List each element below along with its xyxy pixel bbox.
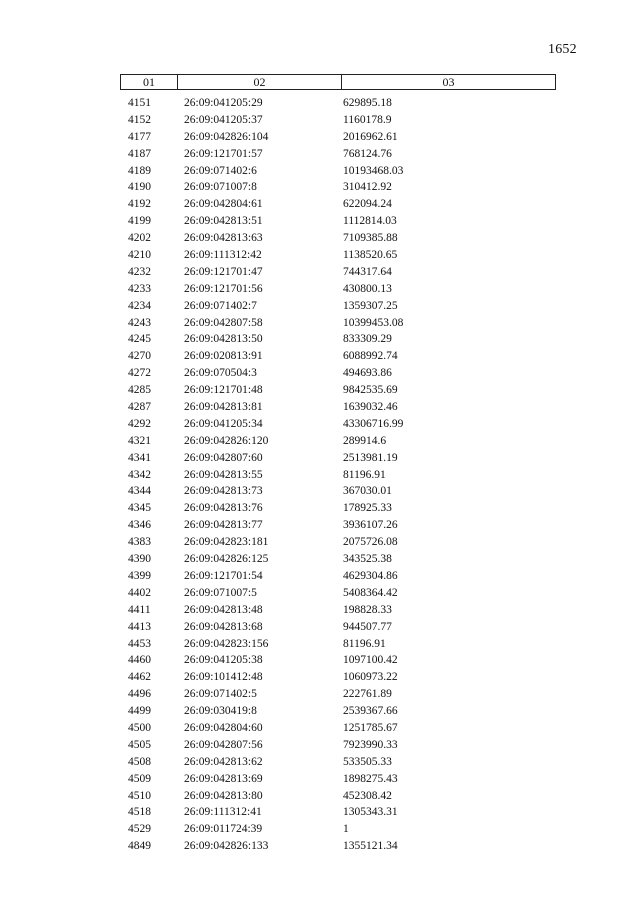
- cell-number: 4287: [128, 401, 151, 414]
- table-row: [120, 281, 556, 298]
- cell-number: 4499: [128, 705, 151, 718]
- cell-cadastral-id: 26:09:041205:37: [184, 113, 263, 126]
- cell-value: 768124.76: [343, 147, 392, 160]
- table-row: [120, 568, 556, 585]
- cell-value: 2539367.66: [343, 705, 398, 718]
- cell-value: 1639032.46: [343, 401, 398, 414]
- cell-value: 2513981.19: [343, 451, 398, 464]
- cell-value: 622094.24: [343, 198, 392, 211]
- cell-number: 4342: [128, 468, 151, 481]
- cell-number: 4292: [128, 417, 151, 430]
- cell-value: 178925.33: [343, 502, 392, 515]
- cell-value: 1305343.31: [343, 806, 398, 819]
- cell-cadastral-id: 26:09:042813:63: [184, 232, 263, 245]
- cell-cadastral-id: 26:09:042813:55: [184, 468, 263, 481]
- table-row: [120, 315, 556, 332]
- cell-number: 4510: [128, 789, 151, 802]
- cell-cadastral-id: 26:09:042813:68: [184, 620, 263, 633]
- cell-number: 4210: [128, 249, 151, 262]
- cell-cadastral-id: 26:09:071007:8: [184, 181, 257, 194]
- cell-value: 310412.92: [343, 181, 392, 194]
- cell-cadastral-id: 26:09:042804:60: [184, 721, 263, 734]
- cell-cadastral-id: 26:09:121701:54: [184, 569, 263, 582]
- table-row: [120, 230, 556, 247]
- cell-value: 494693.86: [343, 367, 392, 380]
- table-row: [120, 838, 556, 855]
- cell-number: 4232: [128, 265, 151, 278]
- cell-cadastral-id: 26:09:042804:61: [184, 198, 263, 211]
- cell-number: 4177: [128, 130, 151, 143]
- table-row: [120, 754, 556, 771]
- cell-number: 4152: [128, 113, 151, 126]
- cell-number: 4402: [128, 586, 151, 599]
- cell-number: 4453: [128, 637, 151, 650]
- cell-number: 4285: [128, 384, 151, 397]
- cell-number: 4192: [128, 198, 151, 211]
- cell-number: 4849: [128, 840, 151, 853]
- table-row: [120, 196, 556, 213]
- cell-cadastral-id: 26:09:111312:41: [184, 806, 262, 819]
- cell-cadastral-id: 26:09:121701:48: [184, 384, 263, 397]
- cell-number: 4413: [128, 620, 151, 633]
- table-row: [120, 652, 556, 669]
- table-row: [120, 636, 556, 653]
- cell-value: 744317.64: [343, 265, 392, 278]
- cell-number: 4500: [128, 721, 151, 734]
- cell-value: 7923990.33: [343, 738, 398, 751]
- cell-number: 4390: [128, 553, 151, 566]
- cell-cadastral-id: 26:09:121701:57: [184, 147, 263, 160]
- cell-cadastral-id: 26:09:101412:48: [184, 671, 263, 684]
- cell-cadastral-id: 26:09:042807:56: [184, 738, 263, 751]
- cell-cadastral-id: 26:09:121701:56: [184, 282, 263, 295]
- column-header-01: 01: [121, 75, 178, 89]
- cell-number: 4518: [128, 806, 151, 819]
- cell-value: 944507.77: [343, 620, 392, 633]
- table-row: [120, 399, 556, 416]
- table-row: [120, 433, 556, 450]
- table-row: [120, 450, 556, 467]
- cell-value: 6088992.74: [343, 350, 398, 363]
- cell-value: 2075726.08: [343, 536, 398, 549]
- cell-value: 9842535.69: [343, 384, 398, 397]
- cell-value: 5408364.42: [343, 586, 398, 599]
- cell-value: 343525.38: [343, 553, 392, 566]
- table-header: [120, 74, 556, 90]
- table-row: [120, 669, 556, 686]
- cell-cadastral-id: 26:09:042826:104: [184, 130, 269, 143]
- table-row: [120, 483, 556, 500]
- column-header-02: 02: [178, 75, 342, 89]
- cell-cadastral-id: 26:09:071402:5: [184, 688, 257, 701]
- cell-value: 43306716.99: [343, 417, 404, 430]
- cell-cadastral-id: 26:09:042813:50: [184, 333, 263, 346]
- cell-value: 81196.91: [343, 468, 386, 481]
- table-row: [120, 771, 556, 788]
- cell-cadastral-id: 26:09:042826:120: [184, 434, 269, 447]
- cell-value: 81196.91: [343, 637, 386, 650]
- table-row: [120, 213, 556, 230]
- cell-number: 4190: [128, 181, 151, 194]
- cell-cadastral-id: 26:09:042807:60: [184, 451, 263, 464]
- cell-value: 1355121.34: [343, 840, 398, 853]
- cell-number: 4189: [128, 164, 151, 177]
- cell-cadastral-id: 26:09:041205:29: [184, 97, 263, 109]
- table-row: [120, 95, 556, 112]
- table-row: [120, 179, 556, 196]
- cell-number: 4383: [128, 536, 151, 549]
- table-row: [120, 416, 556, 433]
- cell-cadastral-id: 26:09:041205:34: [184, 417, 263, 430]
- table-row: [120, 517, 556, 534]
- table-row: [120, 298, 556, 315]
- cell-value: 1898275.43: [343, 772, 398, 785]
- cell-number: 4496: [128, 688, 151, 701]
- cell-cadastral-id: 26:09:042826:133: [184, 840, 269, 853]
- cell-cadastral-id: 26:09:042813:80: [184, 789, 263, 802]
- table-row: [120, 365, 556, 382]
- cell-value: 2016962.61: [343, 130, 398, 143]
- table-row: [120, 619, 556, 636]
- table-row: [120, 788, 556, 805]
- cell-value: 1251785.67: [343, 721, 398, 734]
- cell-value: 430800.13: [343, 282, 392, 295]
- cell-cadastral-id: 26:09:042813:77: [184, 519, 263, 532]
- cell-number: 4509: [128, 772, 151, 785]
- cell-number: 4462: [128, 671, 151, 684]
- table-row: [120, 112, 556, 129]
- cell-number: 4529: [128, 823, 151, 836]
- cell-value: 1060973.22: [343, 671, 398, 684]
- table-row: [120, 686, 556, 703]
- cell-value: 7109385.88: [343, 232, 398, 245]
- cell-number: 4187: [128, 147, 151, 160]
- cell-value: 833309.29: [343, 333, 392, 346]
- cell-number: 4321: [128, 434, 151, 447]
- table-row: [120, 129, 556, 146]
- cell-value: 10193468.03: [343, 164, 404, 177]
- cell-cadastral-id: 26:09:042823:181: [184, 536, 269, 549]
- table-row: [120, 703, 556, 720]
- cell-cadastral-id: 26:09:042813:48: [184, 603, 263, 616]
- cell-cadastral-id: 26:09:042813:76: [184, 502, 263, 515]
- table-row: [120, 804, 556, 821]
- cell-cadastral-id: 26:09:121701:47: [184, 265, 263, 278]
- table-row: [120, 821, 556, 838]
- table-body: [120, 95, 556, 855]
- cell-value: 10399453.08: [343, 316, 404, 329]
- cell-number: 4399: [128, 569, 151, 582]
- cell-number: 4151: [128, 97, 151, 109]
- cell-value: 1359307.25: [343, 299, 398, 312]
- cell-cadastral-id: 26:09:042813:81: [184, 401, 263, 414]
- cell-value: 1097100.42: [343, 654, 398, 667]
- cell-number: 4505: [128, 738, 151, 751]
- table-row: [120, 331, 556, 348]
- cell-cadastral-id: 26:09:030419:8: [184, 705, 257, 718]
- table-row: [120, 247, 556, 264]
- cell-number: 4460: [128, 654, 151, 667]
- table-row: [120, 534, 556, 551]
- table-row: [120, 500, 556, 517]
- cell-value: 1160178.9: [343, 113, 392, 126]
- cell-number: 4341: [128, 451, 151, 464]
- cell-cadastral-id: 26:09:070504:3: [184, 367, 257, 380]
- table-row: [120, 264, 556, 281]
- cell-cadastral-id: 26:09:071007:5: [184, 586, 257, 599]
- cell-cadastral-id: 26:09:020813:91: [184, 350, 263, 363]
- cell-cadastral-id: 26:09:042823:156: [184, 637, 269, 650]
- cell-cadastral-id: 26:09:071402:6: [184, 164, 257, 177]
- table-row: [120, 602, 556, 619]
- cell-number: 4233: [128, 282, 151, 295]
- cell-number: 4411: [128, 603, 151, 616]
- table-row: [120, 551, 556, 568]
- cell-cadastral-id: 26:09:111312:42: [184, 249, 262, 262]
- cell-number: 4346: [128, 519, 151, 532]
- cell-value: 629895.18: [343, 97, 392, 109]
- cell-value: 289914.6: [343, 434, 387, 447]
- cell-cadastral-id: 26:09:042807:58: [184, 316, 263, 329]
- cell-number: 4234: [128, 299, 151, 312]
- cell-value: 3936107.26: [343, 519, 398, 532]
- cell-cadastral-id: 26:09:011724:39: [184, 823, 263, 836]
- table-row: [120, 146, 556, 163]
- cell-value: 4629304.86: [343, 569, 398, 582]
- cell-value: 1: [343, 823, 349, 836]
- cell-number: 4272: [128, 367, 151, 380]
- cell-number: 4508: [128, 755, 151, 768]
- table-row: [120, 585, 556, 602]
- cell-cadastral-id: 26:09:071402:7: [184, 299, 257, 312]
- cell-cadastral-id: 26:09:042813:69: [184, 772, 263, 785]
- cell-value: 198828.33: [343, 603, 392, 616]
- page-number: 1652: [548, 42, 577, 57]
- cell-value: 1112814.03: [343, 215, 397, 228]
- cell-number: 4344: [128, 485, 151, 498]
- cell-number: 4345: [128, 502, 151, 515]
- cell-number: 4270: [128, 350, 151, 363]
- column-header-03: 03: [442, 75, 455, 89]
- table-row: [120, 737, 556, 754]
- table-row: [120, 467, 556, 484]
- cell-cadastral-id: 26:09:042813:51: [184, 215, 263, 228]
- cell-value: 533505.33: [343, 755, 392, 768]
- cell-value: 1138520.65: [343, 249, 398, 262]
- table-row: [120, 720, 556, 737]
- cell-cadastral-id: 26:09:042813:73: [184, 485, 263, 498]
- table-row: [120, 163, 556, 180]
- cell-value: 222761.89: [343, 688, 392, 701]
- cell-cadastral-id: 26:09:041205:38: [184, 654, 263, 667]
- cell-cadastral-id: 26:09:042813:62: [184, 755, 263, 768]
- table-row: [120, 382, 556, 399]
- table-row: [120, 348, 556, 365]
- cell-number: 4243: [128, 316, 151, 329]
- cell-number: 4199: [128, 215, 151, 228]
- cell-number: 4202: [128, 232, 151, 245]
- cell-value: 367030.01: [343, 485, 392, 498]
- cell-number: 4245: [128, 333, 151, 346]
- cell-value: 452308.42: [343, 789, 392, 802]
- cell-cadastral-id: 26:09:042826:125: [184, 553, 269, 566]
